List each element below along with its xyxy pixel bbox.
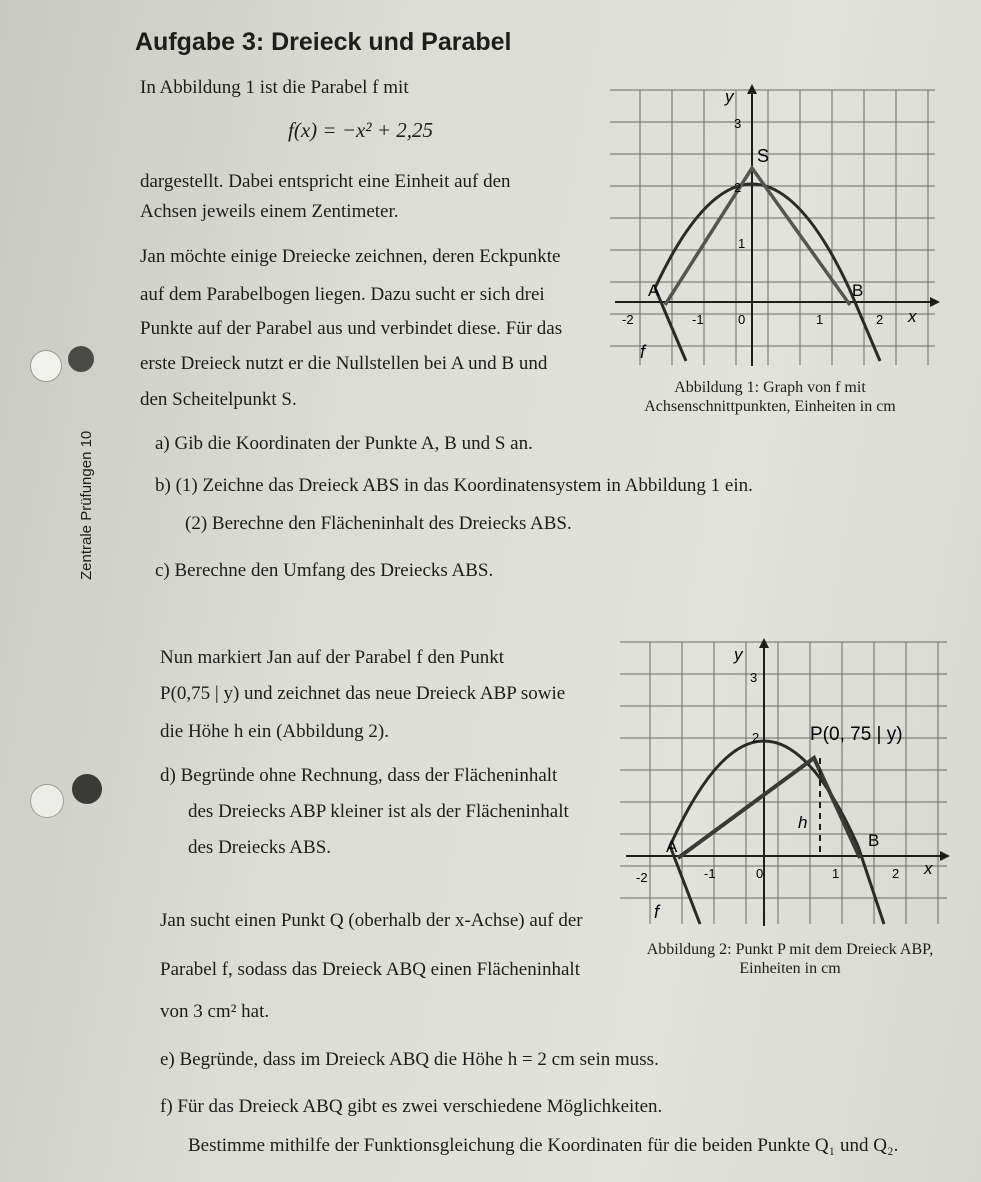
task-b2: (2) Berechne den Flächeninhalt des Dreiecks ABS. xyxy=(185,513,572,534)
figure-2-parabola-right-tail xyxy=(858,846,884,924)
task-d-line-2: des Dreiecks ABP kleiner ist als der Flächeninhalt xyxy=(188,801,569,822)
fig2-y-label: y xyxy=(734,645,743,664)
fig1-y-label: y xyxy=(725,87,734,106)
task-mid-line-3: die Höhe h ein (Abbildung 2). xyxy=(160,721,390,742)
fig2-x-label: x xyxy=(924,859,933,878)
fig1-label-f: f xyxy=(640,342,646,362)
fig2-label-B: B xyxy=(868,831,880,850)
figure-1-graph xyxy=(600,80,950,370)
fig2-label-A: A xyxy=(666,837,678,856)
intro-line-1: In Abbildung 1 ist die Parabel f mit xyxy=(140,77,409,98)
side-label: Zentrale Prüfungen 10 xyxy=(78,430,95,580)
fig2-xtick-1: 1 xyxy=(832,866,840,881)
fig2-ytick-3: 3 xyxy=(750,670,758,685)
task-b1: b) (1) Zeichne das Dreieck ABS in das Koordinatensystem in Abbildung 1 ein. xyxy=(155,475,753,496)
figure-2-triangle-ABP xyxy=(678,758,860,858)
intro-line-3: Achsen jeweils einem Zentimeter. xyxy=(140,201,399,222)
binder-hole-bottom-shadow xyxy=(72,774,102,804)
fig2-ytick-2: 2 xyxy=(752,730,760,745)
figure-1-caption-line-1: Abbildung 1: Graph von f mit xyxy=(674,379,866,396)
fig1-label-S: S xyxy=(757,146,770,166)
intro-line-6: Punkte auf der Parabel aus und verbindet diese. Für das xyxy=(140,318,563,339)
fig2-xtick-m2: -2 xyxy=(636,870,648,885)
fig2-label-f: f xyxy=(654,902,660,922)
fig1-xtick-m1: -1 xyxy=(692,312,704,327)
task-f-line-2: Bestimme mithilfe der Funktionsgleichung die Koordinaten für die beiden Punkte Q₁ und Q₂. xyxy=(188,1135,899,1156)
fig1-x-label: x xyxy=(908,307,917,326)
binder-hole-bottom xyxy=(30,784,64,818)
fig1-label-A: A xyxy=(648,281,660,300)
fig1-xtick-2: 2 xyxy=(876,312,884,327)
task-q-line-1: Jan sucht einen Punkt Q (oberhalb der x-Achse) auf der xyxy=(160,910,583,931)
figure-2-parabola-left-tail xyxy=(670,846,700,924)
intro-line-5: auf dem Parabelbogen liegen. Dazu sucht er sich drei xyxy=(140,284,545,305)
fig1-ytick-1: 1 xyxy=(738,236,746,251)
intro-line-8: den Scheitelpunkt S. xyxy=(140,389,297,410)
fig1-label-B: B xyxy=(852,281,864,300)
task-mid-line-2: P(0,75 | y) und zeichnet das neue Dreieck ABP sowie xyxy=(160,683,566,704)
figure-1-grid xyxy=(610,90,935,365)
task-f-line-1: f) Für das Dreieck ABQ gibt es zwei verschiedene Möglichkeiten. xyxy=(160,1096,663,1117)
fig2-xtick-2: 2 xyxy=(892,866,900,881)
fig1-xtick-0: 0 xyxy=(738,312,746,327)
figure-1-x-arrow xyxy=(930,297,940,307)
task-a: a) Gib die Koordinaten der Punkte A, B und S an. xyxy=(155,433,533,454)
figure-2-graph xyxy=(612,634,957,932)
binder-hole-top xyxy=(30,350,62,382)
fig2-label-P: P(0, 75 | y) xyxy=(810,724,903,745)
fig1-ytick-2: 2 xyxy=(734,180,742,195)
fig1-ytick-3: 3 xyxy=(734,116,742,131)
task-q-line-3: von 3 cm² hat. xyxy=(160,1001,270,1022)
task-e: e) Begründe, dass im Dreieck ABQ die Höhe h = 2 cm sein muss. xyxy=(160,1049,659,1070)
page-title: Aufgabe 3: Dreieck und Parabel xyxy=(135,28,512,56)
fig1-xtick-1: 1 xyxy=(816,312,824,327)
task-d-line-1: d) Begründe ohne Rechnung, dass der Flächeninhalt xyxy=(160,765,558,786)
intro-line-2: dargestellt. Dabei entspricht eine Einheit auf den xyxy=(140,171,511,192)
figure-2-caption-line-1: Abbildung 2: Punkt P mit dem Dreieck ABP, xyxy=(646,941,934,958)
figure-2-grid xyxy=(620,642,947,924)
fig1-xtick-m2: -2 xyxy=(622,312,634,327)
fig2-label-h: h xyxy=(798,813,808,832)
figure-2-y-arrow xyxy=(759,638,769,648)
figure-2-caption-line-2: Einheiten in cm xyxy=(739,960,841,977)
task-q-line-2: Parabel f, sodass das Dreieck ABQ einen Flächeninhalt xyxy=(160,959,580,980)
task-c: c) Berechne den Umfang des Dreiecks ABS. xyxy=(155,560,494,581)
task-mid-line-1: Nun markiert Jan auf der Parabel f den Punkt xyxy=(160,647,505,668)
figure-1-caption-line-2: Achsenschnittpunkten, Einheiten in cm xyxy=(644,398,896,415)
intro-line-7: erste Dreieck nutzt er die Nullstellen bei A und B und xyxy=(140,353,548,374)
fig2-xtick-m1: -1 xyxy=(704,866,716,881)
figure-1-y-arrow xyxy=(747,84,757,94)
function-formula: f(x) = −x² + 2,25 xyxy=(288,118,434,142)
fig2-xtick-0: 0 xyxy=(756,866,764,881)
intro-line-4: Jan möchte einige Dreiecke zeichnen, deren Eckpunkte xyxy=(140,246,561,267)
binder-hole-top-shadow xyxy=(68,346,94,372)
figure-2-x-arrow xyxy=(940,851,950,861)
task-d-line-3: des Dreiecks ABS. xyxy=(188,837,332,858)
